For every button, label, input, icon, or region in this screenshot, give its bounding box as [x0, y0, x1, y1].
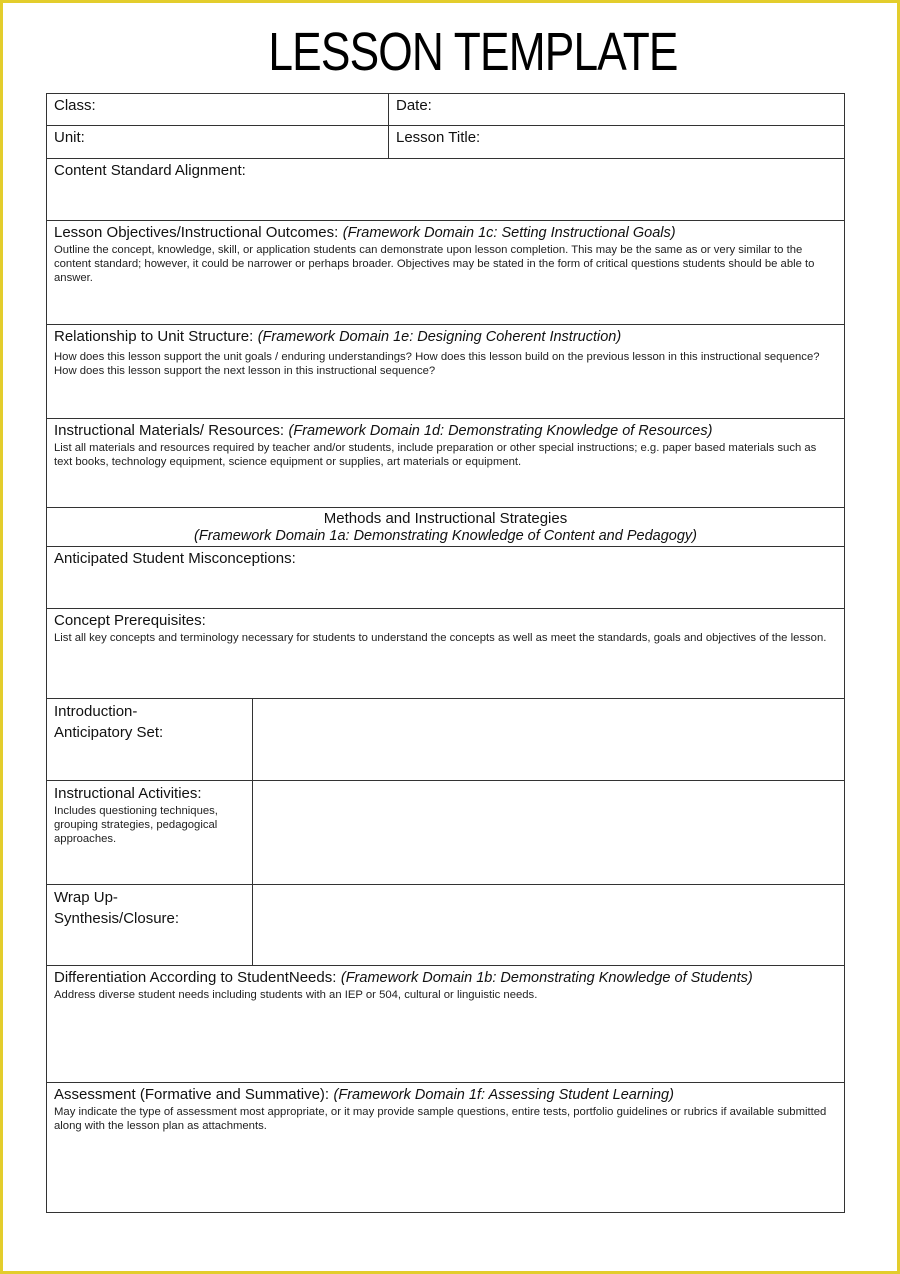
differentiation-domain: (Framework Domain 1b: Demonstrating Knowledge of Students) [340, 970, 753, 986]
objectives-description: Outline the concept, knowledge, skill, or application students can demonstrate upon lesson completion. This may be the same as or very similar to the content standard; however, it could be narrower or perhaps broader. Objectives may be stated in the form of critical questions students should be able to answer. [54, 244, 815, 284]
misconceptions-row [47, 547, 845, 609]
relationship-field[interactable] [47, 325, 845, 419]
class-field[interactable] [47, 94, 389, 126]
methods-header [47, 508, 845, 547]
content-standard-row [47, 159, 845, 221]
relationship-label: Relationship to Unit Structure: [54, 328, 254, 345]
misconceptions-label: Anticipated Student Misconceptions: [54, 550, 296, 567]
wrapup-row [47, 885, 845, 966]
lesson-form-table [46, 93, 845, 1213]
unit-title-row [47, 126, 845, 159]
prerequisites-description: List all key concepts and terminology necessary for students to understand the concepts as well as meet the standards, goals and objectives of the lesson. [54, 632, 827, 644]
materials-label: Instructional Materials/ Resources: [54, 422, 285, 439]
wrapup-label-line1: Wrap Up- [54, 889, 118, 906]
assessment-field[interactable] [47, 1083, 845, 1213]
differentiation-row [47, 966, 845, 1083]
relationship-domain: (Framework Domain 1e: Designing Coherent Instruction) [257, 329, 622, 345]
introduction-row [47, 699, 845, 781]
unit-field[interactable] [47, 126, 389, 159]
wrapup-label-line2: Synthesis/Closure: [54, 910, 180, 927]
wrapup-label-cell [47, 885, 253, 966]
page-title: LESSON TEMPLATE [268, 22, 678, 82]
date-label: Date: [396, 97, 432, 114]
assessment-description: May indicate the type of assessment most appropriate, or it may provide sample questions, entire tests, portfolio guidelines or rubrics if available submitted along with the lesson plan as attachments. [54, 1106, 827, 1132]
objectives-label: Lesson Objectives/Instructional Outcomes: [54, 224, 339, 241]
class-label: Class: [54, 97, 96, 114]
materials-domain: (Framework Domain 1d: Demonstrating Knowledge of Resources) [288, 423, 713, 439]
methods-label: Methods and Instructional Strategies [323, 510, 568, 527]
activities-label: Instructional Activities: [54, 785, 202, 802]
prerequisites-row [47, 609, 845, 699]
lesson-title-field[interactable] [389, 126, 845, 159]
prerequisites-field[interactable] [47, 609, 845, 699]
assessment-label: Assessment (Formative and Summative): [54, 1086, 330, 1103]
objectives-field[interactable] [47, 221, 845, 325]
date-field[interactable] [389, 94, 845, 126]
content-standard-label: Content Standard Alignment: [54, 162, 246, 179]
differentiation-description: Address diverse student needs including students with an IEP or 504, cultural or linguistic needs. [54, 989, 538, 1001]
differentiation-label: Differentiation According to StudentNeeds: [54, 969, 337, 986]
methods-domain: (Framework Domain 1a: Demonstrating Knowledge of Content and Pedagogy) [194, 528, 697, 544]
activities-label-cell [47, 781, 253, 885]
misconceptions-field[interactable] [47, 547, 845, 609]
relationship-description: How does this lesson support the unit goals / enduring understandings? How does this lesson build on the previous lesson in this instructional sequence? How does this lesson support the next lesson in this instructional sequence? [54, 351, 820, 377]
objectives-row [47, 221, 845, 325]
activities-field[interactable] [253, 781, 845, 885]
differentiation-field[interactable] [47, 966, 845, 1083]
unit-label: Unit: [54, 129, 85, 146]
introduction-label-line1: Introduction- [54, 703, 138, 720]
objectives-domain: (Framework Domain 1c: Setting Instructional Goals) [342, 225, 676, 241]
wrapup-field[interactable] [253, 885, 845, 966]
materials-field[interactable] [47, 419, 845, 508]
assessment-row [47, 1083, 845, 1213]
materials-row [47, 419, 845, 508]
lesson-title-label: Lesson Title: [396, 129, 481, 146]
activities-description: Includes questioning techniques, grouping strategies, pedagogical approaches. [54, 805, 218, 845]
introduction-field[interactable] [253, 699, 845, 781]
introduction-label-line2: Anticipatory Set: [54, 724, 164, 741]
introduction-label-cell [47, 699, 253, 781]
relationship-row [47, 325, 845, 419]
prerequisites-label: Concept Prerequisites: [54, 612, 206, 629]
assessment-domain: (Framework Domain 1f: Assessing Student Learning) [333, 1087, 674, 1103]
methods-row [47, 508, 845, 547]
class-date-row [47, 94, 845, 126]
content-standard-field[interactable] [47, 159, 845, 221]
activities-row [47, 781, 845, 885]
materials-description: List all materials and resources required by teacher and/or students, include preparation or other special instructions; e.g. paper based materials such as text books, technology equipment, science equipment or supplies, art materials or equipment. [54, 442, 817, 468]
